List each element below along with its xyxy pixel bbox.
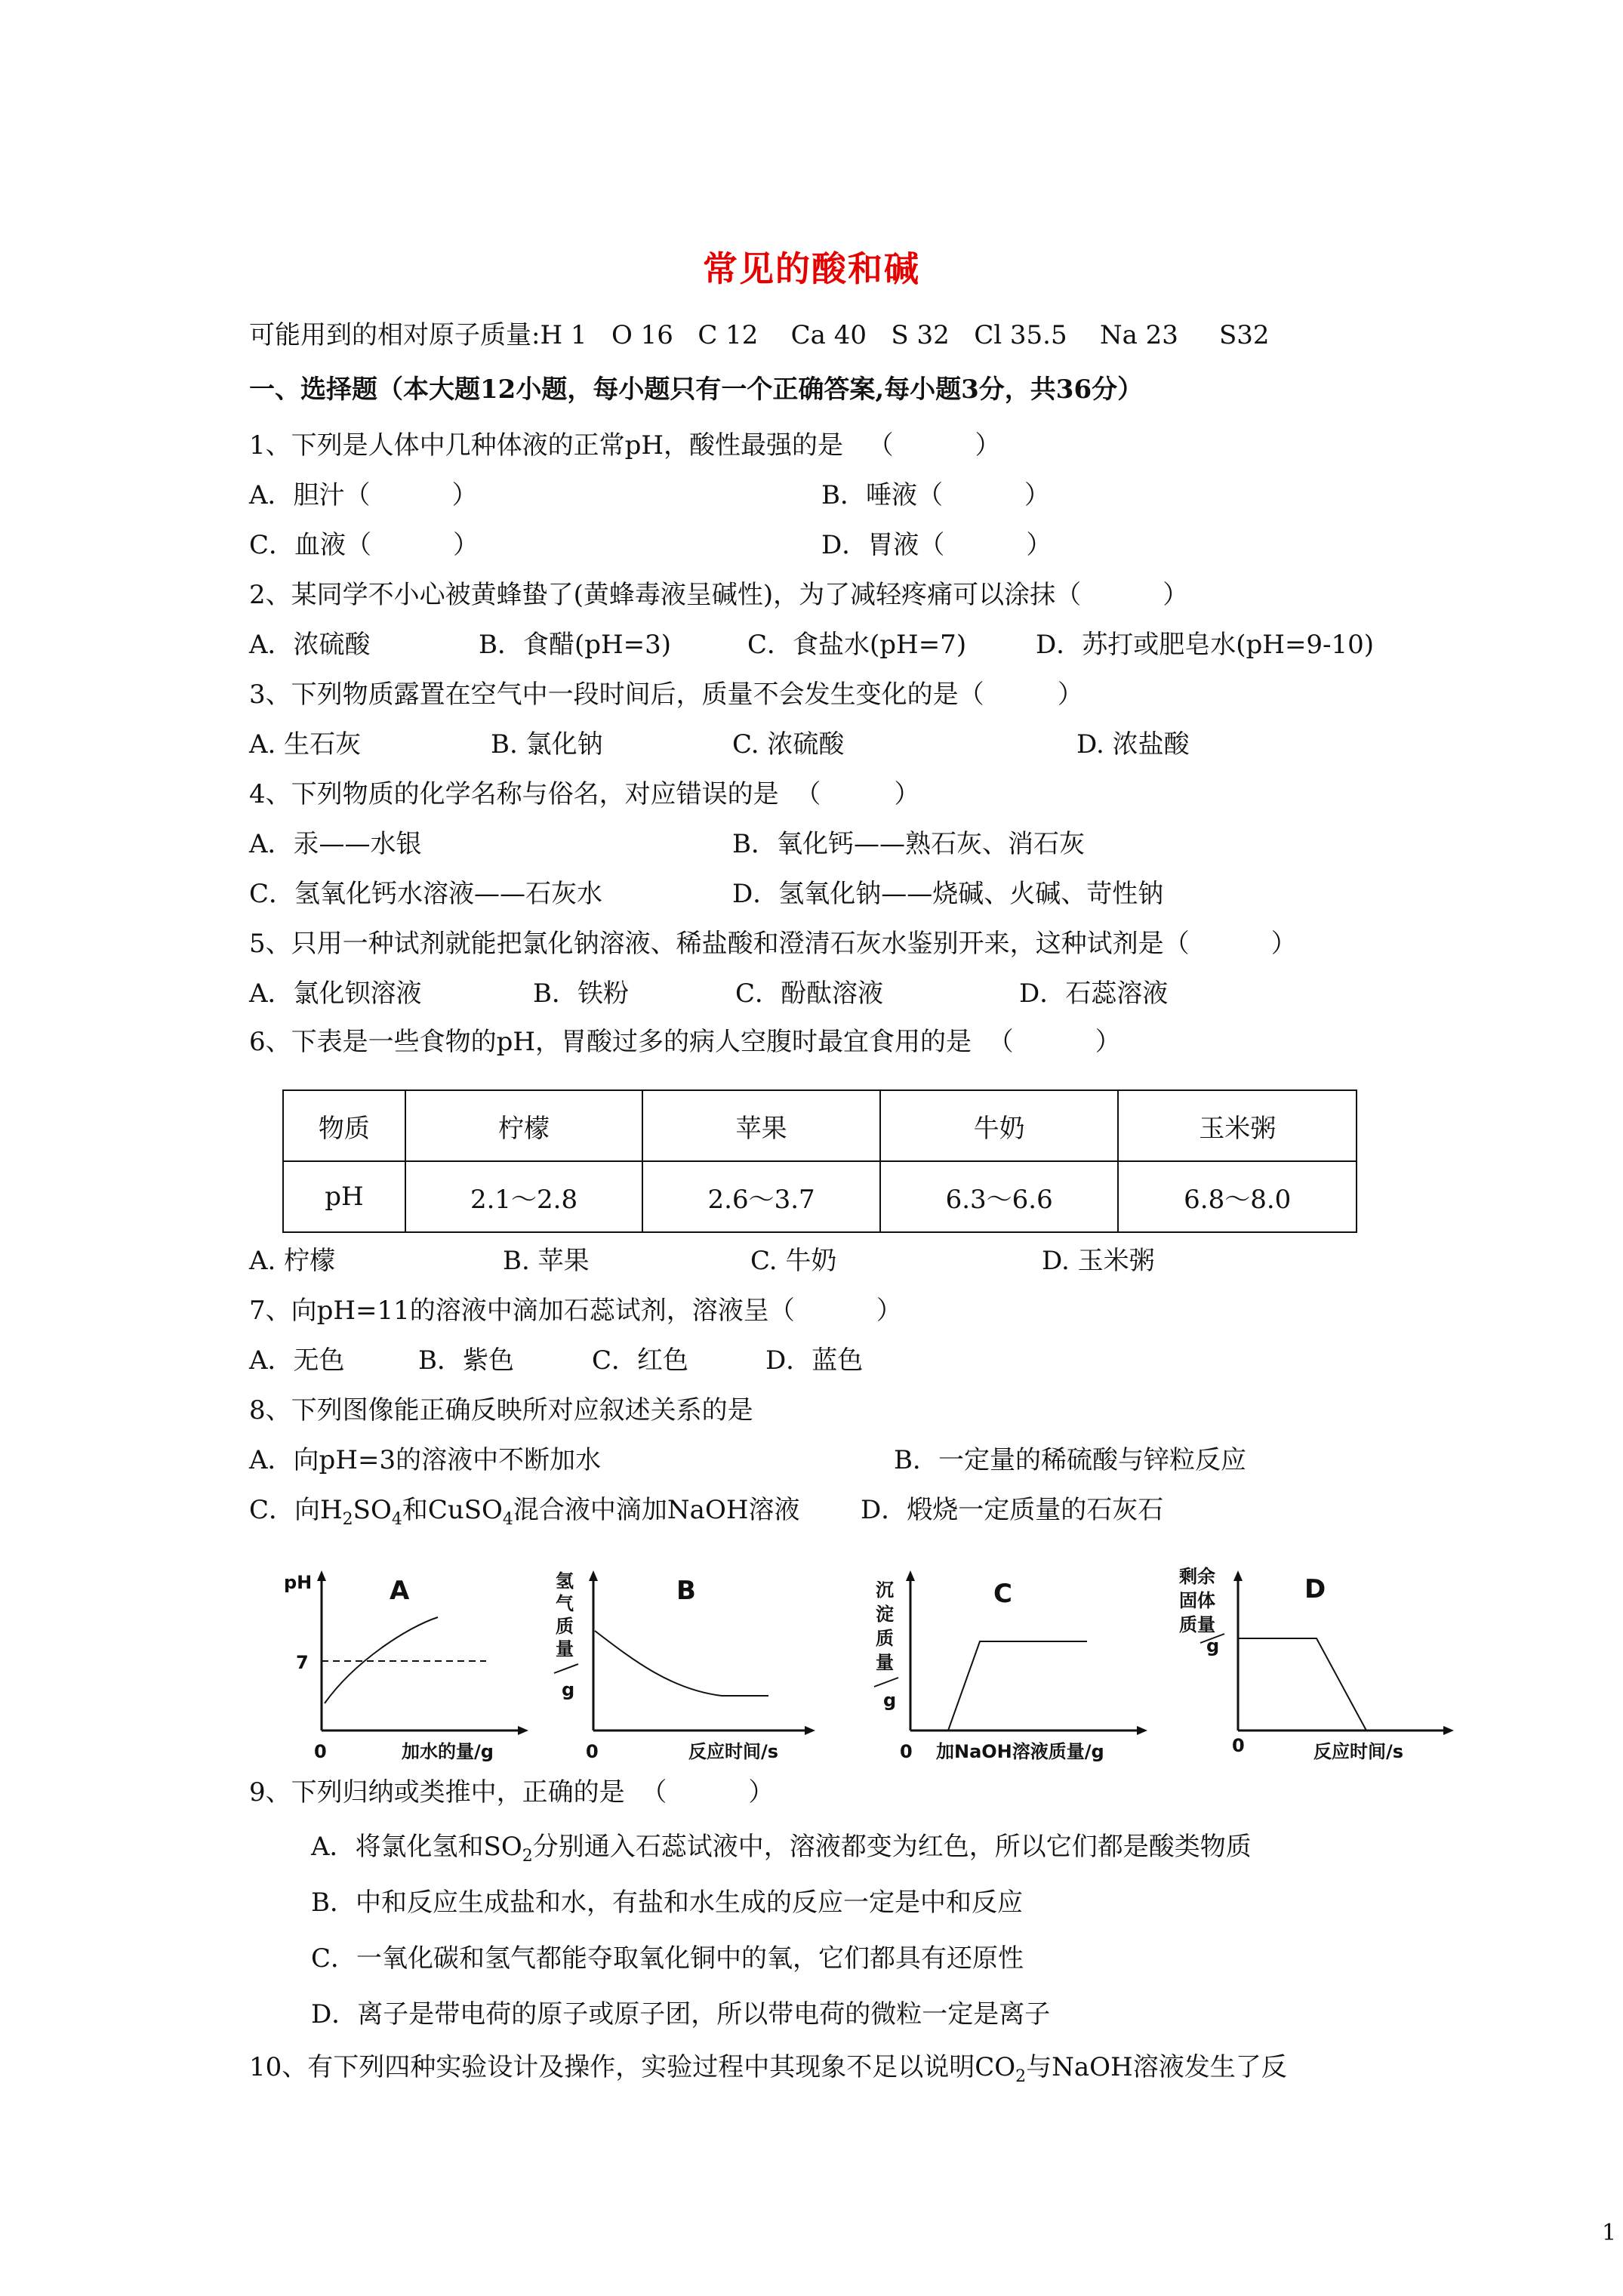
ph-table bbox=[282, 1089, 1357, 1233]
q8-c-text: C．向H bbox=[249, 1495, 343, 1525]
graph-d-letter: D bbox=[1304, 1574, 1326, 1604]
graph-c-unit: g bbox=[883, 1690, 897, 1711]
q8-option-a: A．向pH=3的溶液中不断加水 bbox=[249, 1445, 602, 1475]
q8-stem: 8、下列图像能正确反映所对应叙述关系的是 bbox=[249, 1395, 753, 1425]
q9-a-text: 分别通入石蕊试液中，溶液都变为红色，所以它们都是酸类物质 bbox=[532, 1832, 1252, 1862]
graph-b-ylabel: 量 bbox=[556, 1638, 574, 1660]
page-number: 1 bbox=[1602, 2220, 1617, 2246]
q7-option-a: A．无色 bbox=[249, 1345, 345, 1376]
graph-c-origin: 0 bbox=[900, 1741, 913, 1762]
q5-stem: 5、只用一种试剂就能把氯化钠溶液、稀盐酸和澄清石灰水鉴别开来，这种试剂是（ ） bbox=[249, 929, 1297, 959]
subscript: 4 bbox=[391, 1509, 402, 1529]
q9-a-text: A．将氯化氢和SO bbox=[311, 1832, 522, 1862]
q4-option-a: A．汞——水银 bbox=[249, 829, 422, 859]
subscript: 2 bbox=[522, 1846, 533, 1866]
graph-d-origin: 0 bbox=[1232, 1735, 1245, 1756]
graph-b-xlabel: 反应时间/s bbox=[688, 1741, 779, 1762]
graph-c-ylabel: 沉 bbox=[876, 1579, 894, 1601]
graph-d-ylabel: 固体 bbox=[1179, 1590, 1215, 1611]
q3-option-a: A. 生石灰 bbox=[249, 729, 362, 760]
graph-c-x-arrow bbox=[1137, 1726, 1147, 1735]
graph-c bbox=[868, 1563, 1163, 1762]
subscript: 2 bbox=[342, 1509, 353, 1529]
q10-stem bbox=[249, 2052, 1287, 2092]
table-row bbox=[283, 1161, 1357, 1232]
q2-option-c: C．食盐水(pH=7) bbox=[747, 630, 967, 660]
q10-text: 10、有下列四种实验设计及操作，实验过程中其现象不足以说明CO bbox=[249, 2052, 1016, 2082]
q5-option-a: A．氯化钡溶液 bbox=[249, 978, 422, 1009]
q2-option-b: B．食醋(pH=3) bbox=[479, 630, 672, 660]
graph-b-x-arrow bbox=[805, 1726, 815, 1735]
graph-a-origin: 0 bbox=[314, 1741, 327, 1762]
q1-stem: 1、下列是人体中几种体液的正常pH，酸性最强的是 （ ） bbox=[249, 430, 1001, 461]
graph-b-unit: g bbox=[562, 1679, 575, 1700]
graph-c-xlabel: 加NaOH溶液质量/g bbox=[936, 1741, 1104, 1762]
q7-stem: 7、向pH=11的溶液中滴加石蕊试剂，溶液呈（ ） bbox=[249, 1296, 902, 1326]
graph-a bbox=[279, 1563, 536, 1762]
q2-option-a: A．浓硫酸 bbox=[249, 630, 371, 660]
graph-d-ylabel: 质量 bbox=[1179, 1614, 1215, 1635]
graph-d-curve bbox=[1238, 1638, 1366, 1730]
q7-option-d: D．蓝色 bbox=[765, 1345, 864, 1376]
q8-option-d: D．煅烧一定质量的石灰石 bbox=[861, 1495, 1164, 1525]
q3-option-d: D. 浓盐酸 bbox=[1076, 729, 1190, 760]
table-cell: 2.1～2.8 bbox=[405, 1161, 643, 1232]
atomic-masses-line: 可能用到的相对原子质量:H 1 O 16 C 12 Ca 40 S 32 Cl 35.5 Na 23 S32 bbox=[249, 320, 1270, 350]
table-header-cell: 苹果 bbox=[642, 1090, 880, 1161]
q9-option-a bbox=[311, 1832, 1252, 1872]
table-header-cell: 物质 bbox=[283, 1090, 405, 1161]
q6-option-b: B. 苹果 bbox=[503, 1246, 590, 1276]
table-cell: pH bbox=[283, 1161, 405, 1232]
q5-option-c: C．酚酞溶液 bbox=[735, 978, 884, 1009]
graph-c-y-arrow bbox=[906, 1570, 915, 1581]
graph-d-unit: g bbox=[1206, 1635, 1220, 1657]
graph-a-x-arrow bbox=[518, 1726, 528, 1735]
table-cell: 6.8～8.0 bbox=[1118, 1161, 1357, 1232]
graph-b-ylabel: 气 bbox=[556, 1593, 574, 1614]
graph-b-ylabel: 质 bbox=[556, 1616, 574, 1637]
graph-c-curve bbox=[948, 1641, 1087, 1730]
graph-b-letter: B bbox=[676, 1576, 696, 1606]
graph-b-ylabel: 氢 bbox=[556, 1570, 574, 1592]
graph-d-y-arrow bbox=[1233, 1570, 1243, 1581]
graph-c-ylabel: 质 bbox=[876, 1628, 894, 1649]
table-header-cell: 牛奶 bbox=[880, 1090, 1119, 1161]
q1-option-d: D．胃液（ ） bbox=[821, 530, 1052, 560]
q5-option-d: D．石蕊溶液 bbox=[1019, 978, 1169, 1009]
graph-c-ylabel: 淀 bbox=[876, 1604, 894, 1625]
graph-d-x-arrow bbox=[1443, 1726, 1454, 1735]
q4-stem: 4、下列物质的化学名称与俗名，对应错误的是 （ ） bbox=[249, 779, 920, 809]
graph-a-tick-7: 7 bbox=[296, 1652, 309, 1673]
q1-option-a: A．胆汁（ ） bbox=[249, 480, 478, 510]
table-cell: 2.6～3.7 bbox=[642, 1161, 880, 1232]
q4-option-c: C．氢氧化钙水溶液——石灰水 bbox=[249, 879, 603, 909]
q6-stem: 6、下表是一些食物的pH，胃酸过多的病人空腹时最宜食用的是 （ ） bbox=[249, 1027, 1121, 1057]
graph-c-letter: C bbox=[993, 1579, 1012, 1609]
q9-stem: 9、下列归纳或类推中，正确的是 （ ） bbox=[249, 1777, 775, 1808]
q2-stem: 2、某同学不小心被黄蜂蛰了(黄蜂毒液呈碱性)，为了减轻疼痛可以涂抹（ ） bbox=[249, 580, 1189, 610]
section-heading: 一、选择题（本大题12小题，每小题只有一个正确答案,每小题3分，共36分） bbox=[249, 374, 1144, 405]
q8-option-b: B．一定量的稀硫酸与锌粒反应 bbox=[894, 1445, 1246, 1475]
graph-a-y-arrow bbox=[317, 1570, 326, 1581]
graph-b-unit-slash bbox=[554, 1664, 578, 1673]
graph-a-ylabel: pH bbox=[284, 1572, 313, 1593]
q2-option-d: D．苏打或肥皂水(pH=9-10) bbox=[1036, 630, 1375, 660]
graph-b-origin: 0 bbox=[586, 1741, 599, 1762]
q3-option-c: C. 浓硫酸 bbox=[732, 729, 845, 760]
q7-option-b: B．紫色 bbox=[418, 1345, 514, 1376]
q3-stem: 3、下列物质露置在空气中一段时间后，质量不会发生变化的是（ ） bbox=[249, 680, 1083, 710]
graph-c-unit-slash bbox=[874, 1678, 898, 1687]
q8-c-text: SO bbox=[353, 1495, 392, 1525]
q10-text: 与NaOH溶液发生了反 bbox=[1026, 2052, 1287, 2082]
graph-c-ylabel: 量 bbox=[876, 1652, 894, 1673]
q6-option-a: A. 柠檬 bbox=[249, 1246, 336, 1276]
table-header-row bbox=[283, 1090, 1357, 1161]
graph-a-letter: A bbox=[390, 1576, 410, 1606]
table-header-cell: 玉米粥 bbox=[1118, 1090, 1357, 1161]
q8-c-text: 和CuSO bbox=[402, 1495, 503, 1525]
q3-option-b: B. 氯化钠 bbox=[491, 729, 603, 760]
graph-a-xlabel: 加水的量/g bbox=[402, 1741, 494, 1762]
page-title: 常见的酸和碱 bbox=[703, 248, 920, 289]
graph-b-y-arrow bbox=[589, 1570, 598, 1581]
subscript: 4 bbox=[502, 1509, 513, 1529]
graph-d bbox=[1178, 1563, 1464, 1762]
q1-option-b: B．唾液（ ） bbox=[821, 480, 1051, 510]
q4-option-b: B．氧化钙——熟石灰、消石灰 bbox=[732, 829, 1085, 859]
graph-b bbox=[551, 1563, 823, 1762]
q4-option-d: D．氢氧化钠——烧碱、火碱、苛性钠 bbox=[732, 879, 1164, 909]
q1-option-c: C．血液（ ） bbox=[249, 530, 479, 560]
graph-b-curve bbox=[595, 1631, 768, 1696]
q9-option-d: D．离子是带电荷的原子或原子团，所以带电荷的微粒一定是离子 bbox=[311, 1999, 1051, 2029]
q7-option-c: C．红色 bbox=[592, 1345, 689, 1376]
table-cell: 6.3～6.6 bbox=[880, 1161, 1119, 1232]
table-header-cell: 柠檬 bbox=[405, 1090, 643, 1161]
graph-d-xlabel: 反应时间/s bbox=[1313, 1741, 1404, 1762]
q5-option-b: B．铁粉 bbox=[533, 978, 629, 1009]
graph-d-ylabel: 剩余 bbox=[1179, 1566, 1215, 1587]
q8-option-c bbox=[249, 1495, 799, 1535]
q6-option-d: D. 玉米粥 bbox=[1042, 1246, 1155, 1276]
subscript: 2 bbox=[1015, 2066, 1027, 2086]
q9-option-c: C．一氧化碳和氢气都能夺取氧化铜中的氧，它们都具有还原性 bbox=[311, 1943, 1024, 1974]
q8-c-text: 混合液中滴加NaOH溶液 bbox=[513, 1495, 800, 1525]
q9-option-b: B．中和反应生成盐和水，有盐和水生成的反应一定是中和反应 bbox=[311, 1888, 1023, 1918]
q6-option-c: C. 牛奶 bbox=[750, 1246, 837, 1276]
